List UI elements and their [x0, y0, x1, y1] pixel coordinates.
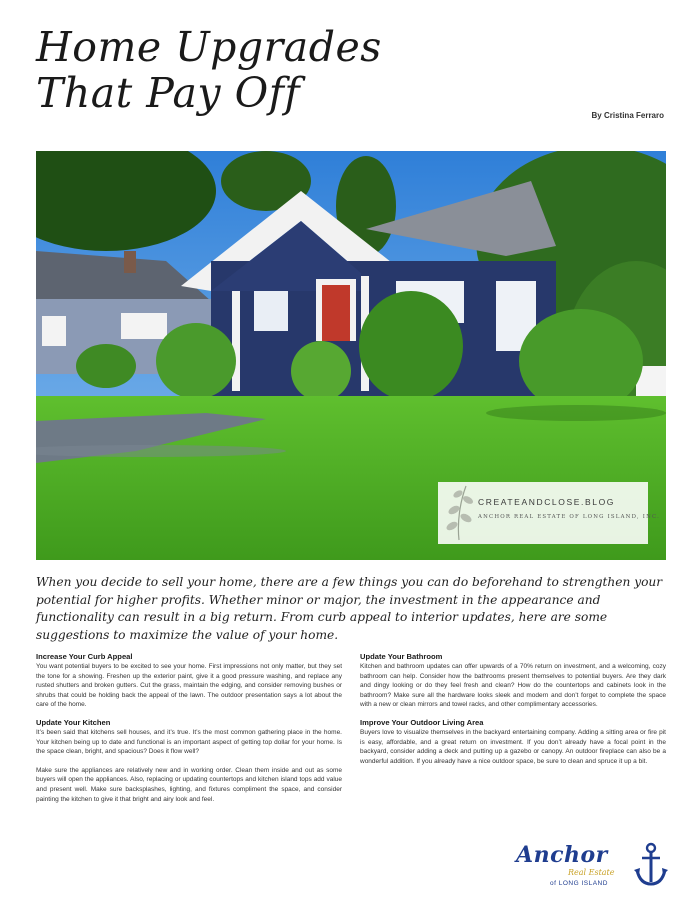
kitchen-body-2: Make sure the appliances are relatively new and in working order. Clean them inside and out as some buyers will open the appliances. Also, replacing or updating countertops and kitchen island tops add value and present well. Make sure backsplashes, lighting, and fixtures compliment the space, and consider painting the kitchen to give it that bright and airy look and feel.: [36, 766, 342, 803]
hero-image: [36, 151, 666, 560]
logo-real-estate: Real Estate: [568, 868, 615, 877]
anchor-icon: [634, 842, 668, 888]
kitchen-body-1: It’s been said that kitchens sell houses, and it’s true. It’s the most common gathering place in the home. Your kitchen being up to date and functional is an important aspect of getting top dollar for your home. Is the space clean, bright, and spacious? Does it flow well?: [36, 728, 342, 756]
outdoor-heading: Improve Your Outdoor Living Area: [360, 717, 484, 727]
curb-appeal-heading: Increase Your Curb Appeal: [36, 652, 133, 661]
anchor-logo: [510, 842, 670, 892]
right-column: [360, 652, 666, 766]
title-line-2: That Pay Off: [36, 69, 301, 117]
kitchen-heading: Update Your Kitchen: [36, 717, 111, 727]
leaf-icon: [442, 482, 476, 542]
intro-paragraph: When you decide to sell your home, there are a few things you can do beforehand to strengthen your potential for higher profits. Whether minor or major, the investment in the appearance and functionality can result in a big return. From curb appeal to interior updates, here are some suggestions to maximize the value of your home.: [36, 575, 663, 642]
logo-wordmark: Anchor: [516, 842, 608, 868]
watermark-url: CREATEANDCLOSE.BLOG: [478, 497, 615, 507]
watermark-company: ANCHOR REAL ESTATE OF LONG ISLAND, INC.: [478, 514, 661, 520]
byline: By Cristina Ferraro: [591, 111, 664, 120]
bathroom-body: Kitchen and bathroom updates can offer upwards of a 70% return on investment, and a welcoming, cozy bathroom can help. Consider how the bathrooms present themselves to potential buyers. Are they dark and dingy looking or do they feel fresh and clean? How do the countertops and cabinets look in the bathroom? Make sure all the hardware looks sleek and modern and don’t forget to complete the space with a new or clean mirrors and towel racks, and other complimentary accessories.: [360, 663, 666, 709]
title-line-1: Home Upgrades: [36, 23, 382, 71]
outdoor-body: Buyers love to visualize themselves in the backyard entertaining company. Adding a sitting area or fire pit is easy, affordable, and a great return on investment. If you don’t already have a focal point in the backyard, consider adding a deck and putting up a gazebo or canopy. An outdoor fireplace can also be a wonderful addition. If you already have a nice outdoor space, be sure to clean and spruce it up a bit.: [360, 728, 666, 765]
article-title: [36, 24, 382, 116]
watermark: [438, 482, 661, 544]
left-column: [36, 652, 342, 804]
bathroom-heading: Update Your Bathroom: [360, 652, 443, 661]
curb-appeal-body: You want potential buyers to be excited to see your home. First impressions not only matter, but they set the tone for a showing. Freshen up the exterior paint, give it a good pressure washing, and replace any rusted shutters and broken gutters. Cut the grass, maintain the edging, and consider removing bushes or shrubs that could be holding back the appeal of the lawn. The outdoor presentation says a lot about the care of the home.: [36, 663, 342, 709]
logo-long-island: of LONG ISLAND: [550, 880, 608, 887]
